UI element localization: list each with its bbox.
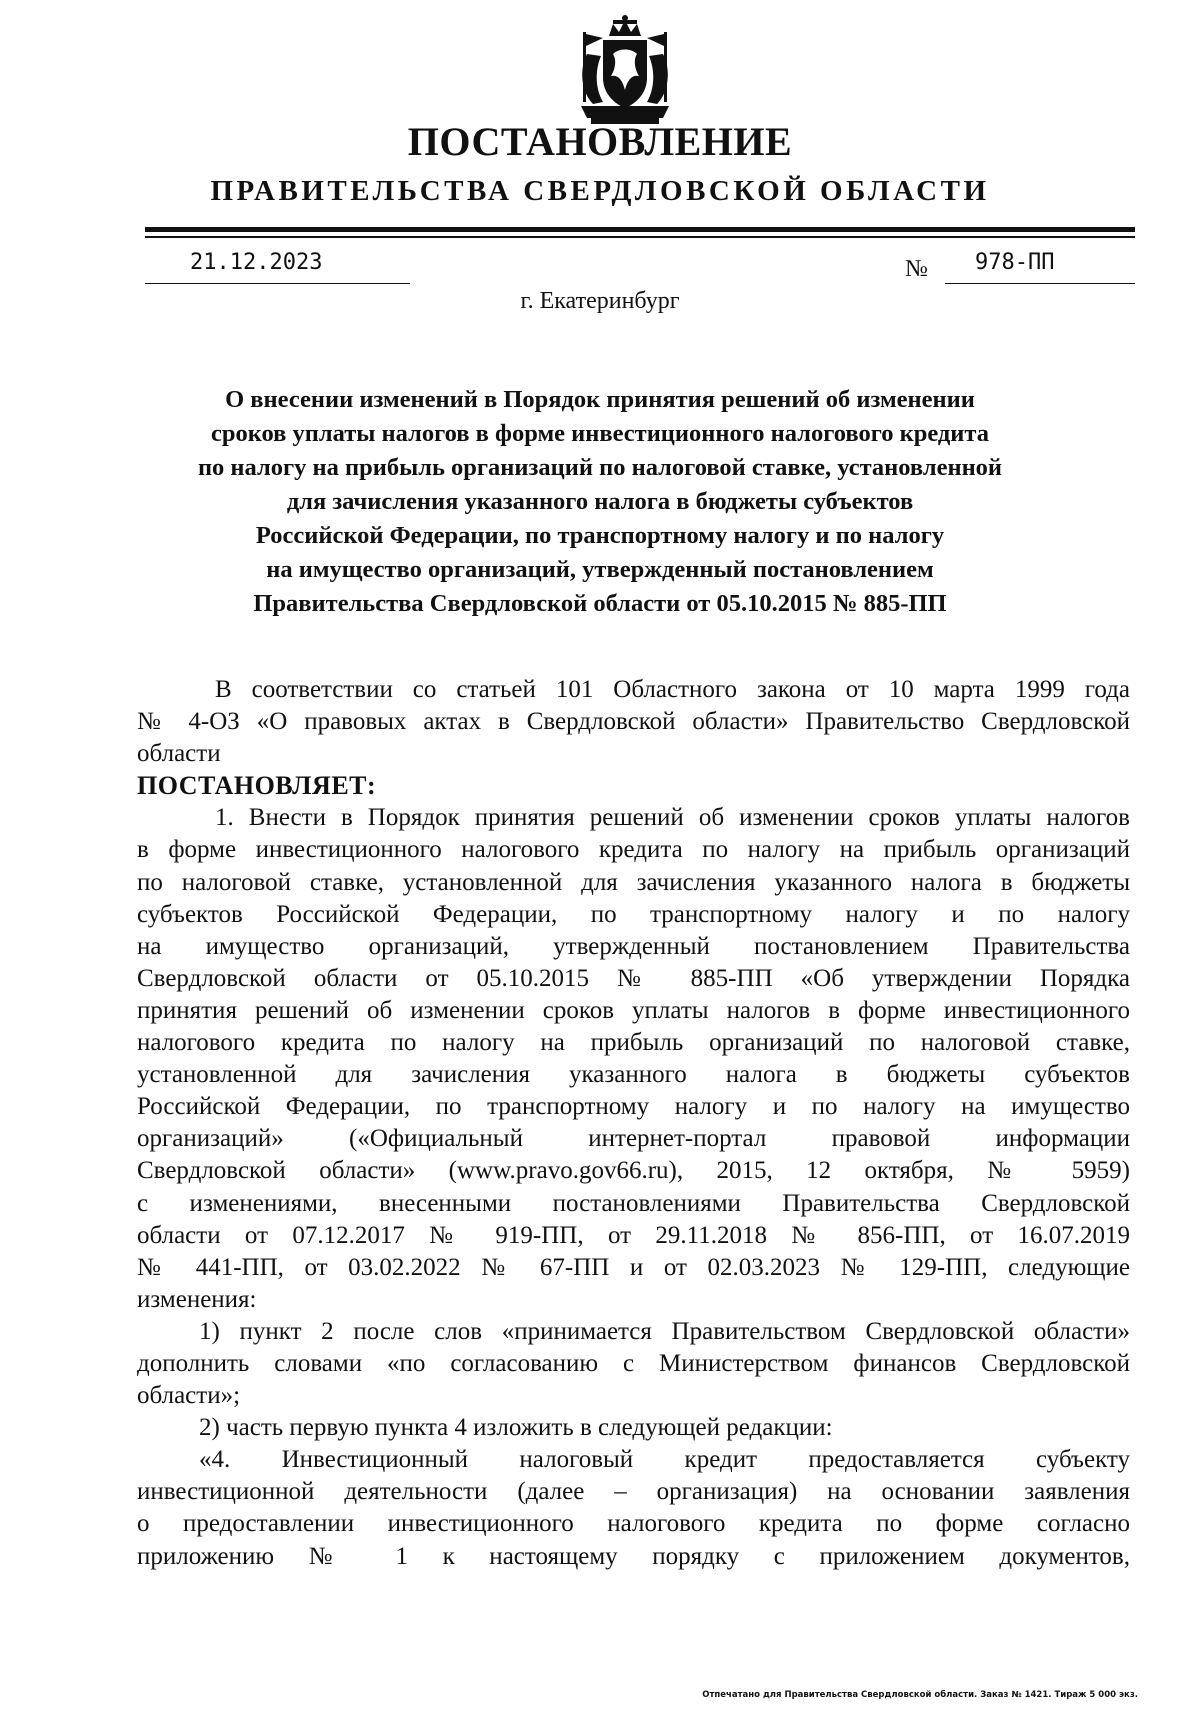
body-line: принятия решений об изменении сроков уплаты налогов в форме инвестиционного: [137, 996, 1130, 1024]
title-line: О внесении изменений в Порядок принятия решений об изменении: [225, 386, 975, 413]
body-line: по налоговой ставке, установленной для зачисления указанного налога в бюджеты: [137, 868, 1130, 896]
body-line: «4. Инвестиционный налоговый кредит предоставляется субъекту: [199, 1446, 1130, 1474]
title-line: сроков уплаты налогов в форме инвестиционного налогового кредита: [211, 420, 989, 447]
body-line: В соответствии со статьей 101 Областного закона от 10 марта 1999 года: [215, 676, 1130, 703]
body-line: дополнить словами «по согласованию с Министерством финансов Свердловской: [137, 1349, 1130, 1377]
date-underline: [145, 283, 410, 284]
title-line: для зачисления указанного налога в бюджеты субъектов: [286, 488, 914, 515]
body-line: № 4-ОЗ «О правовых актах в Свердловской области» Правительство Свердловской: [137, 708, 1130, 736]
title-line: Российской Федерации, по транспортному налогу и по налогу: [255, 522, 945, 549]
body-line: 1) пункт 2 после слов «принимается Правительством Свердловской области»: [199, 1317, 1130, 1345]
document-type: ПОСТАНОВЛЕНИЕ: [407, 119, 793, 164]
print-footer: Отпечатано для Правительства Свердловской области. Заказ № 1421. Тираж 5 000 экз.: [702, 1690, 1138, 1700]
body-line: установленной для зачисления указанного налога в бюджеты субъектов: [137, 1061, 1130, 1089]
body-line: о предоставлении инвестиционного налогового кредита по форме согласно: [137, 1510, 1130, 1538]
body-line: инвестиционной деятельности (далее – организация) на основании заявления: [137, 1478, 1130, 1506]
number-underline: [945, 283, 1135, 284]
number-sign: №: [905, 256, 928, 282]
body-line: организаций» («Официальный интернет-портал правовой информации: [137, 1125, 1130, 1153]
body-line: в форме инвестиционного налогового кредита по налогу на прибыль организаций: [137, 836, 1130, 864]
document-number: 978-ПП: [975, 250, 1055, 275]
body-line: на имущество организаций, утвержденный постановлением Правительства: [137, 932, 1130, 960]
title-line: Правительства Свердловской области от 05.10.2015 № 885-ПП: [253, 590, 947, 617]
header-rule-thick: [145, 227, 1135, 232]
coat-of-arms-icon: [573, 14, 677, 126]
body-line: Свердловской области от 05.10.2015 № 885-ПП «Об утверждении Порядка: [137, 964, 1130, 992]
document-date: 21.12.2023: [190, 250, 323, 275]
body-line: субъектов Российской Федерации, по транспортному налогу и по налогу: [137, 900, 1130, 928]
body-line: изменения:: [137, 1285, 257, 1313]
body-line: Российской Федерации, по транспортному налогу и по налогу на имущество: [137, 1093, 1130, 1121]
body-line: области от 07.12.2017 № 919-ПП, от 29.11.2018 № 856-ПП, от 16.07.2019: [137, 1221, 1130, 1249]
body-line: налогового кредита по налогу на прибыль организаций по налоговой ставке,: [137, 1029, 1130, 1057]
header-rule-thin: [145, 236, 1135, 238]
body-line: области»;: [137, 1382, 241, 1410]
body-line: с изменениями, внесенными постановлениями Правительства Свердловской: [137, 1189, 1130, 1217]
body-line: № 441-ПП, от 03.02.2022 № 67-ПП и от 02.03.2023 № 129-ПП, следующие: [137, 1253, 1130, 1281]
body-line: 2) часть первую пункта 4 изложить в следующей редакции:: [199, 1414, 833, 1442]
body-line: приложению № 1 к настоящему порядку с приложением документов,: [137, 1542, 1130, 1570]
document-body: [137, 674, 1130, 1573]
title-line: по налогу на прибыль организаций по налоговой ставке, установленной: [197, 454, 1003, 481]
title-line: на имущество организаций, утвержденный постановлением: [266, 556, 934, 583]
document-title: [160, 383, 1040, 621]
document-city: г. Екатеринбург: [520, 288, 680, 314]
body-line: области: [137, 740, 221, 768]
body-line: 1. Внести в Порядок принятия решений об изменении сроков уплаты налогов: [215, 804, 1130, 832]
resolves-heading: ПОСТАНОВЛЯЕТ:: [137, 771, 377, 801]
document-issuer: ПРАВИТЕЛЬСТВА СВЕРДЛОВСКОЙ ОБЛАСТИ: [210, 175, 990, 207]
body-line: Свердловской области» (www.pravo.gov66.ru), 2015, 12 октября, № 5959): [137, 1157, 1130, 1185]
